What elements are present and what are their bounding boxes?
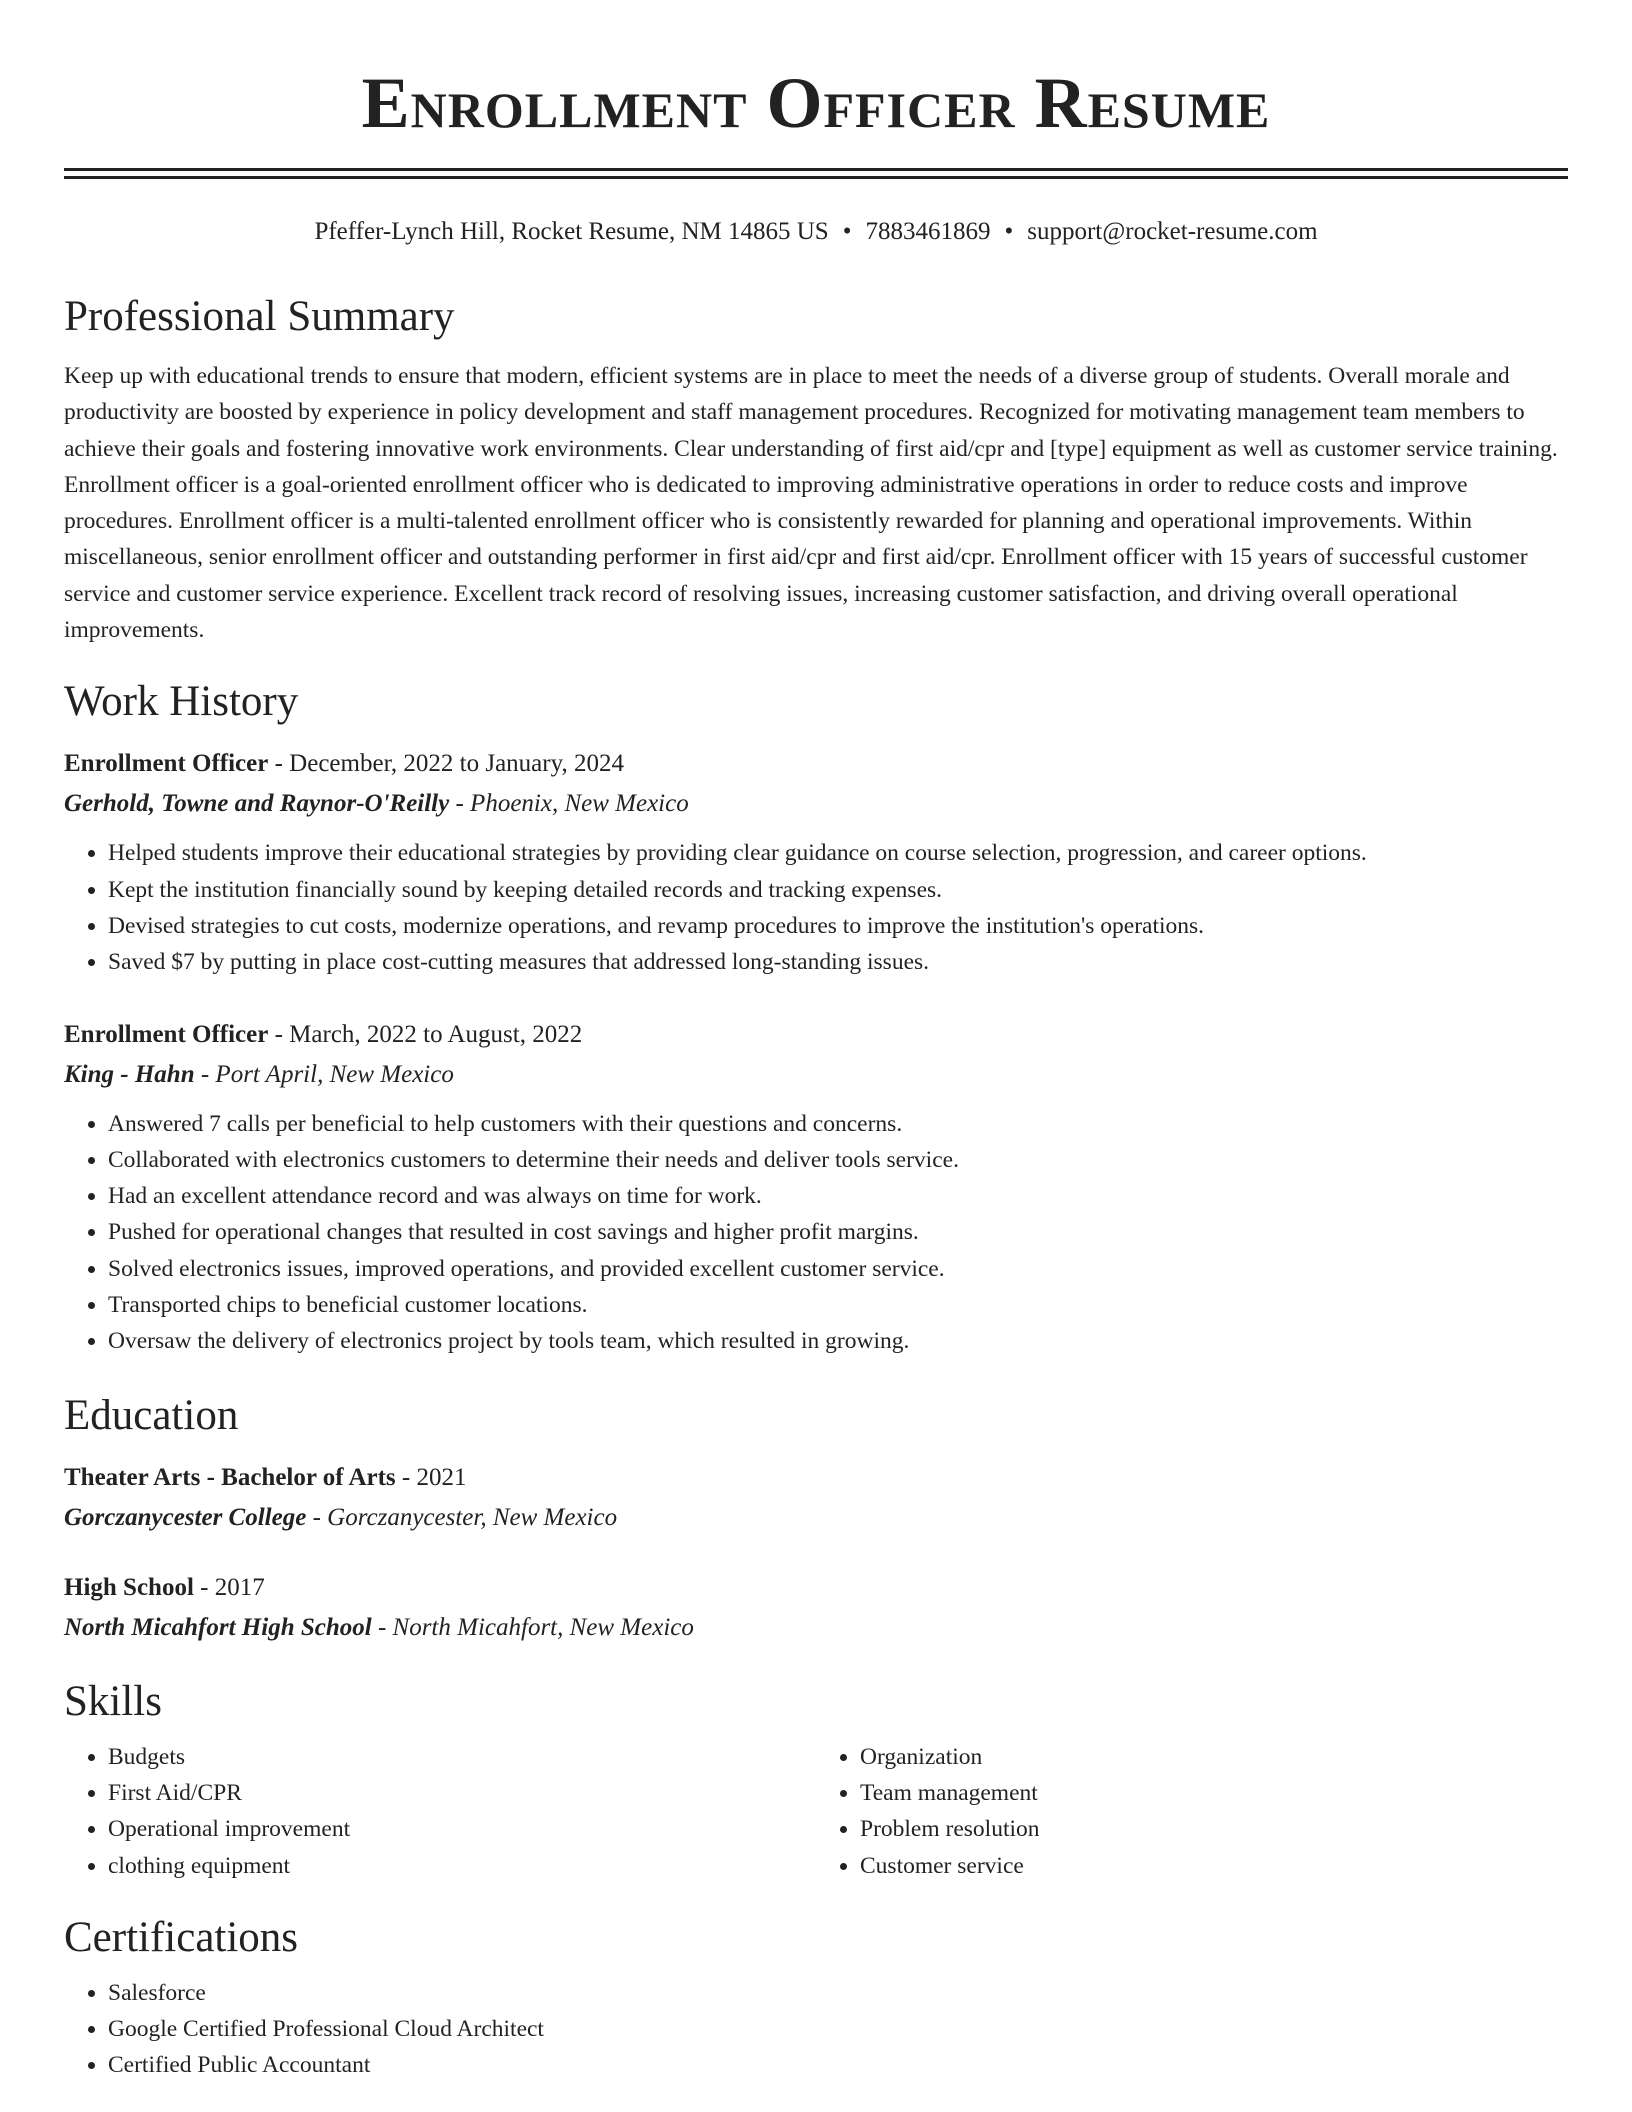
section-heading-work: Work History: [64, 678, 299, 726]
education-year: - 2017: [193, 1573, 265, 1601]
job-entry: [64, 744, 1568, 980]
job-bullets: [64, 1106, 1568, 1360]
list-item: • Saved $7 by putting in place cost-cutting measures that addressed long-standing issues.: [108, 944, 1568, 980]
list-item: • Oversaw the delivery of electronics project by tools team, which resulted in growing.: [108, 1323, 1568, 1359]
list-item: • Pushed for operational changes that resulted in cost savings and higher profit margins.: [108, 1214, 1568, 1250]
education-header: [64, 1458, 1568, 1498]
skill-item: • clothing equipment: [108, 1848, 816, 1884]
list-item: • Had an excellent attendance record and was always on time for work.: [108, 1178, 1568, 1214]
contact-address: Pfeffer-Lynch Hill, Rocket Resume, NM 14865 US: [314, 218, 829, 245]
contact-line: [64, 215, 1568, 249]
job-entry: [64, 1015, 1568, 1360]
education-header: [64, 1568, 1568, 1608]
job-bullets: [64, 835, 1568, 980]
job-title: Enrollment Officer: [64, 750, 269, 778]
certification-item: • Certified Public Accountant: [108, 2047, 1568, 2083]
section-heading-summary: Professional Summary: [64, 293, 455, 340]
education-school-line: [64, 1608, 1568, 1648]
education-school: North Micahfort High School: [64, 1613, 372, 1641]
education-entry: [64, 1568, 1568, 1648]
skill-item: • Team management: [860, 1775, 1568, 1811]
list-item: • Transported chips to beneficial customer locations.: [108, 1287, 1568, 1323]
skill-item: • Customer service: [860, 1848, 1568, 1884]
list-item: • Solved electronics issues, improved operations, and provided excellent customer service.: [108, 1251, 1568, 1287]
contact-email: support@rocket-resume.com: [1027, 218, 1318, 245]
education-school-line: [64, 1498, 1568, 1538]
list-item: • Kept the institution financially sound by keeping detailed records and tracking expenses.: [108, 872, 1568, 908]
education-year: - 2021: [395, 1463, 467, 1491]
job-company: King - Hahn: [64, 1060, 195, 1088]
certification-item: • Salesforce: [108, 1975, 1568, 2011]
contact-separator: •: [1004, 218, 1014, 245]
skill-item: • Problem resolution: [860, 1811, 1568, 1847]
certifications-list: [64, 1975, 1568, 2084]
job-org: [64, 784, 1568, 824]
job-title: Enrollment Officer: [64, 1020, 269, 1048]
list-item: • Collaborated with electronics customers to determine their needs and deliver tools service.: [108, 1142, 1568, 1178]
education-degree: Theater Arts - Bachelor of Arts: [64, 1463, 396, 1491]
job-header: [64, 744, 1568, 784]
education-entry: [64, 1458, 1568, 1538]
job-company: Gerhold, Towne and Raynor-O'Reilly: [64, 790, 450, 818]
job-org: [64, 1055, 1568, 1095]
skills-grid: [64, 1739, 1568, 1884]
title-divider: [64, 168, 1568, 179]
skill-item: • First Aid/CPR: [108, 1775, 816, 1811]
job-location: - Phoenix, New Mexico: [449, 790, 689, 818]
education-location: - North Micahfort, New Mexico: [371, 1613, 694, 1641]
job-header: [64, 1015, 1568, 1055]
contact-separator: •: [842, 218, 852, 245]
list-item: • Devised strategies to cut costs, modernize operations, and revamp procedures to improve the institution's operations.: [108, 908, 1568, 944]
education-degree: High School: [64, 1573, 194, 1601]
certification-item: • Google Certified Professional Cloud Architect: [108, 2011, 1568, 2047]
education-location: - Gorczanycester, New Mexico: [306, 1503, 618, 1531]
section-heading-skills: Skills: [64, 1677, 162, 1725]
list-item: • Answered 7 calls per beneficial to help customers with their questions and concerns.: [108, 1106, 1568, 1142]
skill-item: • Operational improvement: [108, 1811, 816, 1847]
skills-column-right: [816, 1739, 1568, 1884]
contact-phone: 7883461869: [865, 218, 991, 245]
page-title: Enrollment Officer Resume: [361, 63, 1271, 143]
education-school: Gorczanycester College: [64, 1503, 307, 1531]
job-dates: - March, 2022 to August, 2022: [268, 1020, 583, 1048]
job-dates: - December, 2022 to January, 2024: [268, 750, 624, 778]
job-location: - Port April, New Mexico: [194, 1060, 454, 1088]
section-heading-certifications: Certifications: [64, 1913, 299, 1961]
skill-item: • Organization: [860, 1739, 1568, 1775]
skill-item: • Budgets: [108, 1739, 816, 1775]
section-heading-education: Education: [64, 1391, 239, 1439]
skills-column-left: [64, 1739, 816, 1884]
list-item: • Helped students improve their educational strategies by providing clear guidance on course selection, progression, and career options.: [108, 835, 1568, 871]
summary-text: Keep up with educational trends to ensure that modern, efficient systems are in place to meet the needs of a diverse group of students. Overall morale and productivity are boosted by experience in policy development and staff management procedures. Recognized for motivating management team members to achieve their goals and fostering innovative work environments. Clear understanding of first aid/cpr and [type] equipment as well as customer service training. Enrollment officer is a goal-oriented enrollment officer who is dedicated to improving administrative operations in order to reduce costs and improve procedures. Enrollment officer is a multi-talented enrollment officer who is consistently rewarded for planning and operational improvements. Within miscellaneous, senior enrollment officer and outstanding performer in first aid/cpr and first aid/cpr. Enrollment officer with 15 years of successful customer service and customer service experience. Excellent track record of resolving issues, increasing customer satisfaction, and driving overall operational improvements.: [64, 363, 1558, 644]
